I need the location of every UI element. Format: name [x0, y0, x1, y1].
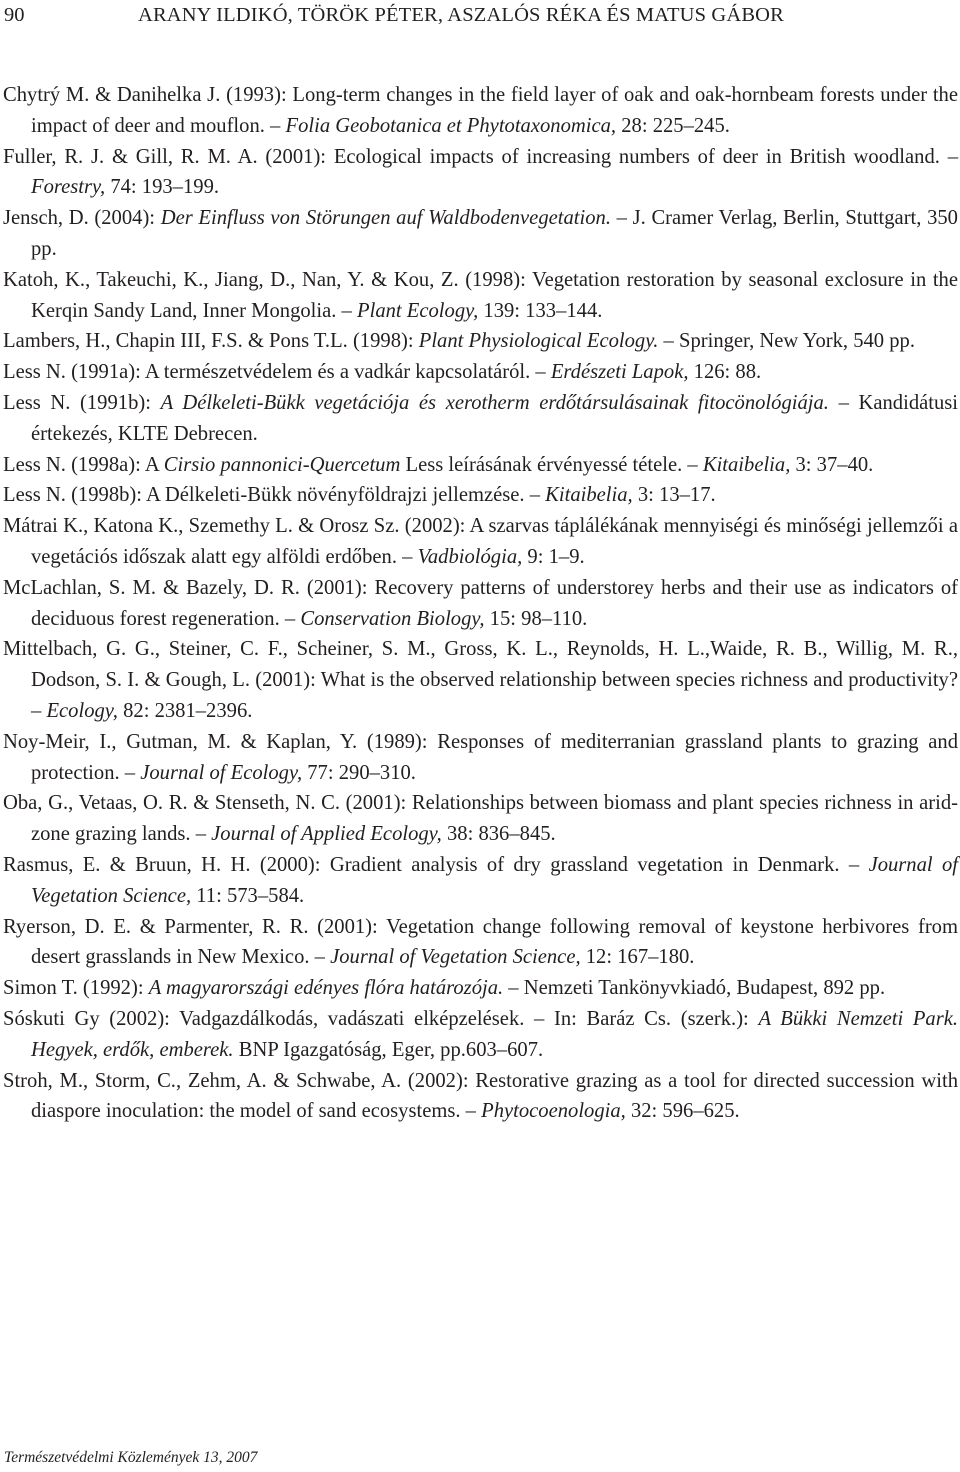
- reference-text: Mátrai K., Katona K., Szemethy L. & Orosz Sz. (2002): A szarvas táplálékának mennyiségi és minőségi jellemzői a vegetációs időszak alatt egy alföldi erdőben. –: [3, 515, 958, 568]
- reference-title: A Délkeleti-Bükk vegetációja és xerotherm erdőtársulásainak fitocönológiája.: [160, 391, 829, 414]
- reference-entry: [0, 480, 958, 511]
- reference-text: Less N. (1991a): A természetvédelem és a vadkár kapcsolatáról. –: [3, 361, 551, 384]
- reference-details: 82: 2381–2396.: [117, 699, 253, 722]
- reference-title: Der Einfluss von Störungen auf Waldbodenvegetation.: [160, 207, 611, 230]
- reference-journal: Forestry,: [31, 176, 106, 199]
- reference-entry: [0, 142, 958, 204]
- reference-title: A Bükki Nemzeti Park. Hegyek, erdők, emberek.: [31, 1007, 959, 1061]
- reference-details: 3: 13–17.: [632, 484, 716, 507]
- reference-title: Plant Physiological Ecology.: [418, 330, 659, 353]
- reference-details: 3: 37–40.: [790, 453, 874, 476]
- reference-text: Less N. (1998a): A: [3, 453, 164, 476]
- reference-details: – J. Cramer Verlag, Berlin, Stuttgart, 350 pp.: [31, 207, 958, 260]
- reference-details: 28: 225–245.: [616, 114, 730, 137]
- reference-journal: Journal of Ecology,: [140, 761, 303, 784]
- reference-entry: [0, 450, 958, 481]
- reference-text: Rasmus, E. & Bruun, H. H. (2000): Gradient analysis of dry grassland vegetation in Denmark. –: [3, 853, 869, 876]
- reference-journal: Journal of Applied Ecology,: [211, 823, 442, 846]
- reference-journal: Ecology,: [46, 699, 118, 722]
- reference-details: 126: 88.: [688, 361, 762, 384]
- reference-details: 12: 167–180.: [580, 946, 695, 969]
- reference-details: – Kandidátusi értekezés, KLTE Debrecen.: [31, 391, 959, 445]
- reference-journal: Journal of Vegetation Science,: [330, 946, 581, 969]
- reference-journal: Plant Ecology,: [357, 299, 479, 322]
- reference-details: – Nemzeti Tankönyvkiadó, Budapest, 892 pp.: [503, 977, 886, 1000]
- reference-entry: [0, 1004, 958, 1066]
- reference-entry: [0, 388, 958, 450]
- reference-details: BNP Igazgatóság, Eger, pp.603–607.: [233, 1038, 544, 1061]
- reference-text: Oba, G., Vetaas, O. R. & Stenseth, N. C. (2001): Relationships between biomass and plant species richness in arid-zone grazing lands. –: [3, 792, 958, 846]
- reference-text: Noy-Meir, I., Gutman, M. & Kaplan, Y. (1989): Responses of mediterranian grassland plants to grazing and protection. –: [3, 730, 958, 784]
- reference-text: Sóskuti Gy (2002): Vadgazdálkodás, vadászati elképzelések. – In: Baráz Cs. (szerk.):: [3, 1007, 759, 1030]
- reference-text: Mittelbach, G. G., Steiner, C. F., Scheiner, S. M., Gross, K. L., Reynolds, H. L.,Waide, R. B., Willig, M. R., Dodson, S. I. & Gough, L. (2001): What is the observed relationship between species richness and productivity? –: [3, 638, 958, 722]
- reference-details: Less leírásának érvényessé tétele. –: [400, 453, 703, 476]
- reference-text: Less N. (1998b): A Délkeleti-Bükk növényföldrajzi jellemzése. –: [3, 484, 546, 507]
- reference-text: Fuller, R. J. & Gill, R. M. A. (2001): Ecological impacts of increasing numbers of deer in British woodland. –: [3, 145, 958, 168]
- reference-journal: Kitaibelia,: [702, 453, 791, 476]
- running-head: ARANY ILDIKÓ, TÖRÖK PÉTER, ASZALÓS RÉKA ÉS MATUS GÁBOR: [138, 4, 784, 26]
- reference-text: Katoh, K., Takeuchi, K., Jiang, D., Nan, Y. & Kou, Z. (1998): Vegetation restoration by seasonal exclosure in the Kerqin Sandy Land, Inner Mongolia. –: [3, 268, 958, 322]
- reference-details: 77: 290–310.: [302, 761, 416, 784]
- reference-journal: Conservation Biology,: [300, 607, 485, 630]
- reference-text: Jensch, D. (2004):: [3, 207, 161, 230]
- reference-details: 38: 836–845.: [441, 823, 556, 846]
- reference-journal: Kitaibelia,: [545, 484, 633, 507]
- reference-details: 11: 573–584.: [191, 884, 305, 907]
- reference-details: 139: 133–144.: [478, 299, 603, 322]
- reference-entry: [0, 511, 958, 573]
- reference-entry: [0, 573, 958, 635]
- reference-entry: [0, 727, 958, 789]
- reference-journal: Erdészeti Lapok,: [550, 361, 689, 384]
- reference-text: Lambers, H., Chapin III, F.S. & Pons T.L. (1998):: [3, 330, 419, 353]
- reference-details: 74: 193–199.: [105, 176, 220, 199]
- reference-entry: [0, 634, 958, 726]
- reference-entry: [0, 326, 958, 357]
- reference-entry: [0, 973, 958, 1004]
- reference-details: – Springer, New York, 540 pp.: [658, 330, 915, 353]
- reference-text: Less N. (1991b):: [3, 391, 161, 414]
- reference-entry: [0, 1066, 958, 1128]
- reference-title: Cirsio pannonici-Quercetum: [163, 453, 401, 476]
- page-number: 90: [4, 4, 25, 26]
- page-footer: Természetvédelmi Közlemények 13, 2007: [4, 1449, 258, 1466]
- reference-text: Chytrý M. & Danihelka J. (1993): Long-term changes in the field layer of oak and oak-hornbeam forests under the impact of deer and mouflon. –: [3, 84, 958, 137]
- reference-text: Stroh, M., Storm, C., Zehm, A. & Schwabe, A. (2002): Restorative grazing as a tool for directed succession with diaspore inoculation: the model of sand ecosystems. –: [3, 1069, 958, 1123]
- reference-entry: [0, 357, 958, 388]
- reference-list: [0, 80, 958, 1127]
- reference-entry: [0, 912, 958, 974]
- reference-title: A magyarországi edényes flóra határozója.: [148, 977, 504, 1000]
- reference-journal: Folia Geobotanica et Phytotaxonomica,: [285, 114, 617, 137]
- reference-entry: [0, 203, 958, 265]
- reference-text: Ryerson, D. E. & Parmenter, R. R. (2001): Vegetation change following removal of keystone herbivores from desert grasslands in New Mexico. –: [3, 915, 958, 969]
- reference-details: 15: 98–110.: [484, 607, 588, 630]
- reference-journal: Journal of Vegetation Science,: [31, 853, 958, 907]
- reference-text: Simon T. (1992):: [3, 977, 149, 1000]
- reference-entry: [0, 850, 958, 912]
- reference-entry: [0, 80, 958, 142]
- reference-entry: [0, 788, 958, 850]
- reference-details: 32: 596–625.: [625, 1100, 740, 1123]
- reference-details: 9: 1–9.: [522, 545, 585, 568]
- page-header: [0, 4, 960, 30]
- reference-entry: [0, 265, 958, 327]
- reference-text: McLachlan, S. M. & Bazely, D. R. (2001): Recovery patterns of understorey herbs and their use as indicators of deciduous forest regeneration. –: [3, 576, 958, 630]
- reference-journal: Vadbiológia,: [417, 545, 523, 568]
- reference-journal: Phytocoenologia,: [481, 1100, 626, 1123]
